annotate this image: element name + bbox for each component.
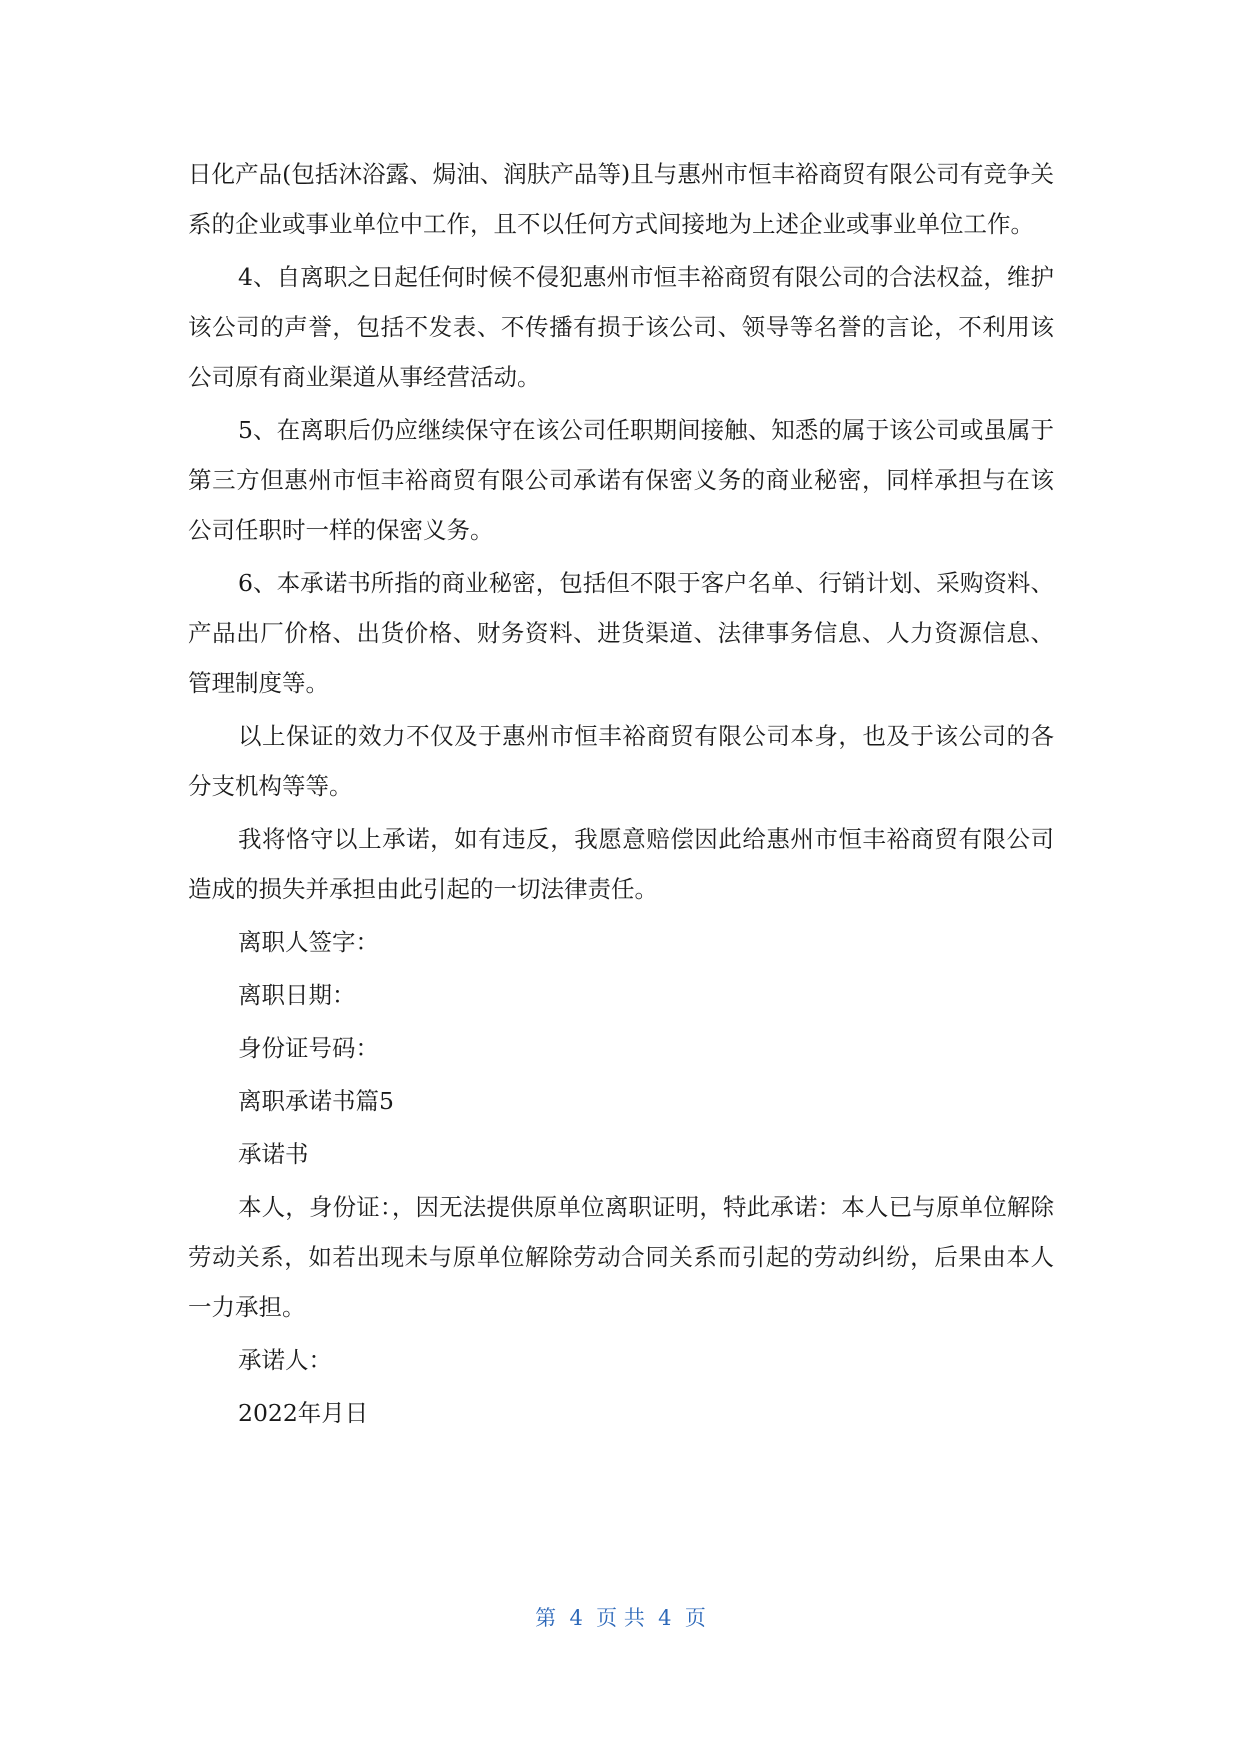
year-date-line: 2022年月日 — [238, 1399, 369, 1427]
date-line: 离职日期： — [238, 981, 356, 1009]
paragraph-commitment: 我将恪守以上承诺，如有违反，我愿意赔偿因此给惠州市恒丰裕商贸有限公司造成的损失并承担由此引起的一切法律责任。 — [188, 825, 1054, 903]
paragraph-continuation: 日化产品(包括沐浴露、焗油、润肤产品等)且与惠州市恒丰裕商贸有限公司有竞争关系的企业或事业单位中工作，且不以任何方式间接地为上述企业或事业单位工作。 — [188, 160, 1054, 238]
paragraph-clause-6: 6、本承诺书所指的商业秘密，包括但不限于客户名单、行销计划、采购资料、产品出厂价格、出货价格、财务资料、进货渠道、法律事务信息、人力资源信息、管理制度等。 — [188, 569, 1054, 697]
page-number-footer: 第 4 页 共 4 页 — [535, 1606, 706, 1630]
section-heading: 离职承诺书篇5 — [238, 1087, 394, 1115]
id-number-line: 身份证号码： — [238, 1034, 379, 1062]
promisor-line: 承诺人： — [238, 1346, 332, 1374]
paragraph-scope: 以上保证的效力不仅及于惠州市恒丰裕商贸有限公司本身，也及于该公司的各分支机构等等。 — [188, 722, 1054, 800]
signature-line: 离职人签字： — [238, 928, 379, 956]
document-body — [188, 153, 1054, 1441]
paragraph-clause-5: 5、在离职后仍应继续保守在该公司任职期间接触、知悉的属于该公司或虽属于第三方但惠州市恒丰裕商贸有限公司承诺有保密义务的商业秘密，同样承担与在该公司任职时一样的保密义务。 — [188, 416, 1054, 544]
paragraph-clause-4: 4、自离职之日起任何时候不侵犯惠州市恒丰裕商贸有限公司的合法权益，维护该公司的声誉，包括不发表、不传播有损于该公司、领导等名誉的言论，不利用该公司原有商业渠道从事经营活动。 — [188, 263, 1054, 391]
paragraph-statement: 本人，身份证：，因无法提供原单位离职证明，特此承诺：本人已与原单位解除劳动关系，如若出现未与原单位解除劳动合同关系而引起的劳动纠纷，后果由本人一力承担。 — [188, 1193, 1054, 1321]
letter-title: 承诺书 — [238, 1140, 309, 1168]
